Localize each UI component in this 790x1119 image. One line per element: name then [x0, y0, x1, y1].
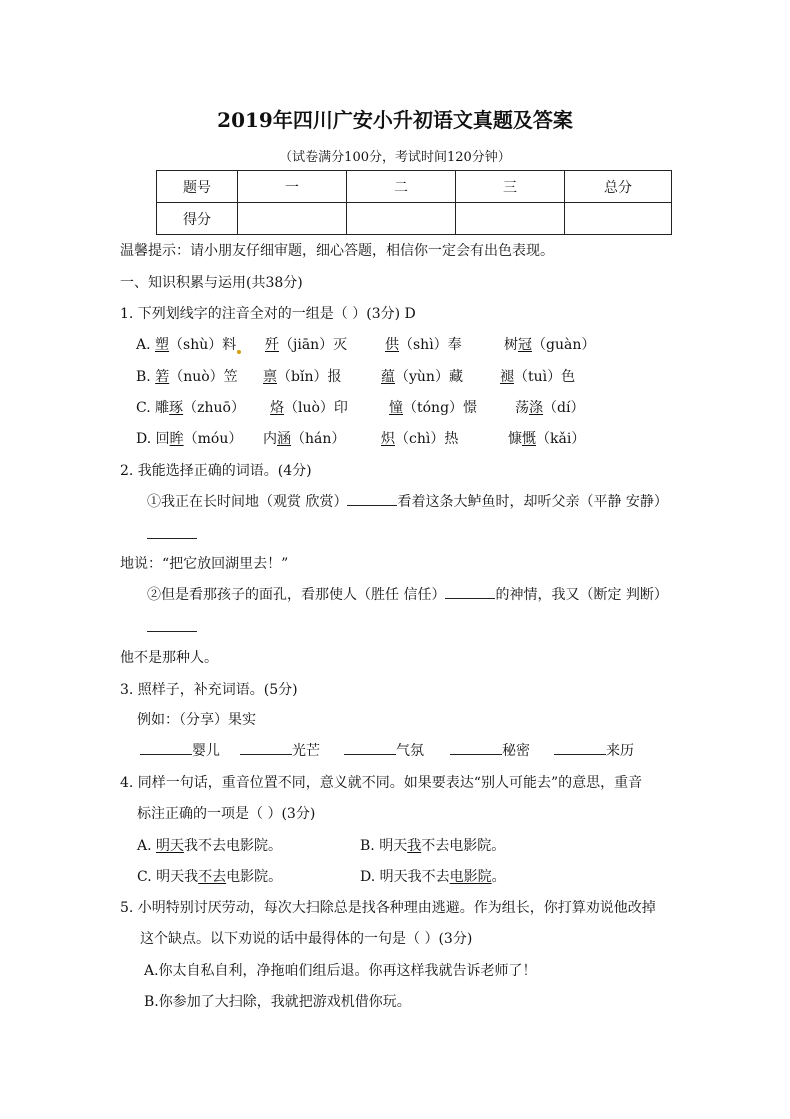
- score-header-cell: 题号: [157, 171, 238, 203]
- score-table: [156, 170, 672, 235]
- q2-sentence-2-end: 他不是那种人。: [120, 650, 218, 666]
- question-5-stem-cont: 这个缺点。以下劝说的话中最得体的一句是（ ）(3分): [140, 931, 473, 947]
- question-4-stem: 4. 同样一句话，重音位置不同，意义就不同。如果要表达“别人可能去”的意思，重音: [120, 775, 643, 791]
- score-cell[interactable]: [565, 203, 672, 235]
- question-1-stem: 1. 下列划线字的注音全对的一组是（ ）(3分) D: [120, 306, 416, 322]
- question-5-stem: 5. 小明特别讨厌劳动，每次大扫除总是找各种理由逃避。作为组长，你打算劝说他改掉: [120, 900, 656, 916]
- score-table-header-row: [157, 171, 672, 203]
- q1-option: 蕴（yùn）藏: [381, 369, 463, 385]
- q3-item: 秘密: [450, 740, 530, 760]
- question-2-stem: 2. 我能选择正确的词语。(4分): [120, 463, 312, 479]
- answer-blank[interactable]: [445, 584, 495, 599]
- q1-option: 荡涤（dí）: [515, 400, 585, 416]
- score-cell[interactable]: [456, 203, 565, 235]
- q4-option-b: B. 明天我不去电影院。: [360, 838, 506, 854]
- q2-sentence-1: ①我正在长时间地（观赏 欣赏） 看着这条大鲈鱼时，却听父亲（平静 安静）: [147, 491, 668, 511]
- score-header-cell: 三: [456, 171, 565, 203]
- score-header-cell: 二: [347, 171, 456, 203]
- exam-info: （试卷满分100分，考试时间120分钟）: [279, 150, 511, 165]
- mark-dot: [237, 350, 241, 354]
- answer-blank[interactable]: [554, 740, 606, 755]
- q1-option: D. 回眸（móu）: [136, 431, 243, 447]
- q3-item: 光芒: [240, 740, 320, 760]
- score-header-cell: 一: [238, 171, 347, 203]
- answer-blank[interactable]: [140, 740, 192, 755]
- q3-item: 婴儿: [140, 740, 220, 760]
- page-title: 2019年四川广安小升初语文真题及答案: [217, 108, 573, 132]
- q3-item: 来历: [554, 740, 634, 760]
- answer-blank[interactable]: [450, 740, 502, 755]
- q5-option-a: A.你太自私自利，净拖咱们组后退。你再这样我就告诉老师了！: [144, 963, 537, 979]
- score-row-label: 得分: [157, 203, 238, 235]
- q1-option: 褪（tuì）色: [500, 369, 576, 385]
- q1-option: 炽（chì）热: [381, 431, 459, 447]
- q3-item: 气氛: [344, 740, 424, 760]
- q4-option-a: A. 明天我不去电影院。: [137, 838, 283, 854]
- tip-text: 温馨提示：请小朋友仔细审题，细心答题，相信你一定会有出色表现。: [120, 243, 554, 259]
- question-4-stem-cont: 标注正确的一项是（ ）(3分): [137, 806, 316, 822]
- q1-option: B. 箬（nuò）笠: [136, 369, 238, 385]
- q1-option: 禀（bǐn）报: [263, 369, 342, 385]
- answer-blank[interactable]: [344, 740, 396, 755]
- score-header-cell: 总分: [565, 171, 672, 203]
- q3-example: 例如：（分享）果实: [137, 712, 256, 728]
- q4-option-d: D. 明天我不去电影院。: [360, 869, 506, 885]
- answer-blank-line[interactable]: [147, 524, 197, 543]
- q1-option: 内涵（hán）: [263, 431, 346, 447]
- score-cell[interactable]: [347, 203, 456, 235]
- q2-sentence-1-end: 地说：“把它放回湖里去！”: [120, 556, 289, 572]
- q2-sentence-2: ②但是看那孩子的面孔，看那使人（胜任 信任） 的神情，我又（断定 判断）: [147, 584, 668, 604]
- q1-option: 树冠（guàn）: [504, 337, 596, 353]
- answer-blank[interactable]: [347, 491, 397, 506]
- q1-option: 歼（jiān）灭: [265, 337, 348, 353]
- q4-option-c: C. 明天我不去电影院。: [137, 869, 283, 885]
- q1-option: C. 雕琢（zhuō）: [136, 400, 245, 416]
- answer-blank[interactable]: [240, 740, 292, 755]
- q1-option: 供（shì）奉: [385, 337, 462, 353]
- q1-option: 慷慨（kǎi）: [508, 431, 586, 447]
- score-table-score-row: [157, 203, 672, 235]
- q5-option-b: B.你参加了大扫除，我就把游戏机借你玩。: [144, 994, 411, 1010]
- answer-blank-line[interactable]: [147, 617, 197, 636]
- q1-option: 烙（luò）印: [270, 400, 348, 416]
- q1-option: 憧（tóng）憬: [389, 400, 478, 416]
- q1-option: A. 塑（shù）料: [136, 334, 241, 354]
- section-heading: 一、知识积累与运用(共38分): [120, 275, 303, 291]
- question-3-stem: 3. 照样子，补充词语。(5分): [120, 682, 298, 698]
- score-cell[interactable]: [238, 203, 347, 235]
